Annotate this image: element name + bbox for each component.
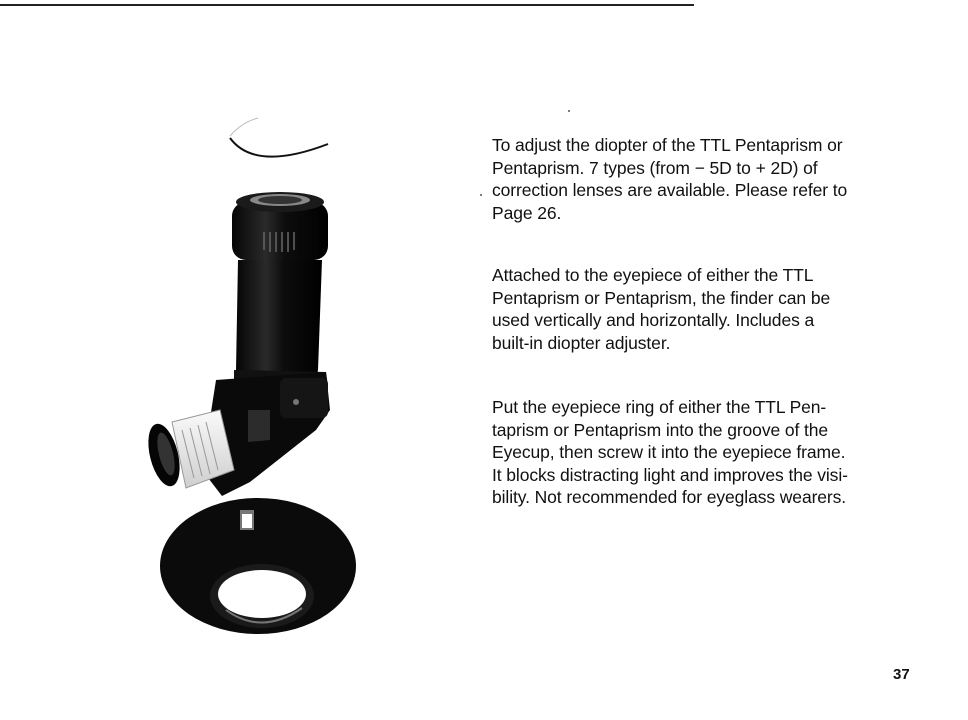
text-line: To adjust the diopter of the TTL Pentaprism or [492,135,843,155]
correction-lens-icon [230,118,328,157]
text-line: used vertically and horizontally. Includes a [492,310,815,330]
text-line: It blocks distracting light and improves the visi- [492,464,848,485]
paragraph-correction-lenses [492,134,932,224]
text-line: built-in diopter adjuster. [492,332,671,353]
eyecup-icon [160,498,356,634]
text-line: Pentaprism. 7 types (from − 5D to + 2D) of [492,157,818,178]
text-line: Page 26. [492,202,562,223]
text-line: taprism or Pentaprism into the groove of the [492,419,829,440]
page-number: 37 [893,666,910,683]
scan-speck [568,110,570,112]
text-line: Attached to the eyepiece of either the TTL [492,265,814,285]
text-line: Put the eyepiece ring of either the TTL Pen- [492,397,827,417]
text-line: Eyecup, then screw it into the eyepiece frame. [492,442,846,462]
top-rule [0,4,694,6]
text-line: bility. Not recommended for eyeglass wearers. [492,487,847,507]
paragraph-eyecup [492,396,932,509]
right-angle-finder-icon [143,192,330,496]
text-line: Pentaprism or Pentaprism, the finder can be [492,287,831,308]
accessory-illustration [130,110,390,650]
scan-speck [480,194,482,196]
paragraph-right-angle-finder [492,264,932,354]
text-line: correction lenses are available. Please refer to [492,180,848,200]
